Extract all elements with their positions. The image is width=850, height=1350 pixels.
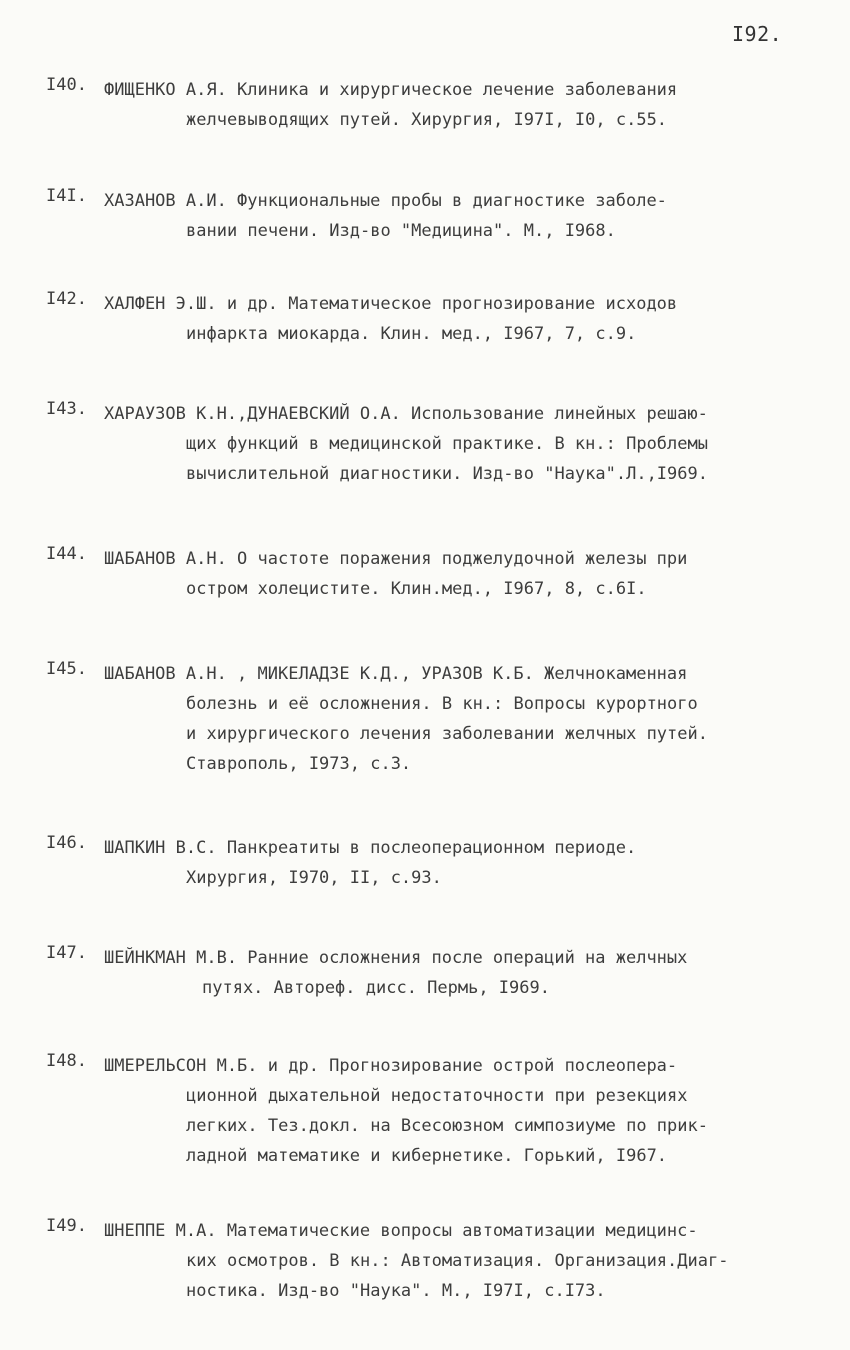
reference-entry bbox=[46, 1051, 806, 1171]
reference-entry bbox=[46, 1216, 806, 1306]
reference-first-line: ШМЕРЕЛЬСОН М.Б. и др. Прогнозирование острой послеопера- bbox=[104, 1056, 678, 1076]
reference-number: I46. bbox=[46, 833, 87, 853]
reference-number: I49. bbox=[46, 1216, 87, 1236]
reference-first-line: ХАЗАНОВ А.И. Функциональные пробы в диагностике заболе- bbox=[104, 191, 667, 211]
reference-number: I44. bbox=[46, 544, 87, 564]
reference-entry bbox=[46, 833, 806, 893]
page-number: I92. bbox=[732, 22, 783, 46]
reference-continuation-line: ладной математике и кибернетике. Горький, I967. bbox=[186, 1146, 668, 1166]
reference-entry bbox=[46, 544, 806, 604]
reference-number: I48. bbox=[46, 1051, 87, 1071]
reference-entry bbox=[46, 659, 806, 779]
reference-number: I4I. bbox=[46, 186, 87, 206]
reference-entry bbox=[46, 186, 806, 246]
reference-continuation-line: вании печени. Изд-во "Медицина". М., I968. bbox=[186, 221, 616, 241]
reference-entry bbox=[46, 75, 806, 135]
reference-continuation-line: болезнь и её осложнения. В кн.: Вопросы курортного bbox=[186, 694, 698, 714]
reference-continuation-line: ционной дыхательной недостаточности при резекциях bbox=[186, 1086, 688, 1106]
reference-number: I42. bbox=[46, 289, 87, 309]
reference-continuation-line: вычислительной диагностики. Изд-во "Наука".Л.,I969. bbox=[186, 464, 708, 484]
reference-first-line: ШНЕППЕ М.А. Математические вопросы автоматизации медицинс- bbox=[104, 1221, 698, 1241]
reference-continuation-line: желчевыводящих путей. Хирургия, I97I, I0, с.55. bbox=[186, 110, 668, 130]
reference-continuation-line: щих функций в медицинской практике. В кн.: Проблемы bbox=[186, 434, 708, 454]
reference-continuation-line: Ставрополь, I973, с.3. bbox=[186, 754, 412, 774]
reference-continuation-line: легких. Тез.докл. на Всесоюзном симпозиуме по прик- bbox=[186, 1116, 708, 1136]
reference-first-line: ХАЛФЕН Э.Ш. и др. Математическое прогнозирование исходов bbox=[104, 294, 678, 314]
reference-continuation-line: ностика. Изд-во "Наука". М., I97I, с.I73. bbox=[186, 1281, 606, 1301]
reference-continuation-line: остром холецистите. Клин.мед., I967, 8, с.6I. bbox=[186, 579, 647, 599]
reference-entry bbox=[46, 289, 806, 349]
reference-continuation-line: и хирургического лечения заболевании желчных путей. bbox=[186, 724, 708, 744]
reference-first-line: ШАПКИН В.С. Панкреатиты в послеоперационном периоде. bbox=[104, 838, 637, 858]
reference-first-line: ШАБАНОВ А.Н. , МИКЕЛАДЗЕ К.Д., УРАЗОВ К.Б. Желчнокаменная bbox=[104, 664, 688, 684]
reference-number: I40. bbox=[46, 75, 87, 95]
reference-first-line: ХАРАУЗОВ К.Н.,ДУНАЕВСКИЙ О.А. Использование линейных решаю- bbox=[104, 404, 708, 424]
reference-entry bbox=[46, 399, 806, 489]
reference-number: I47. bbox=[46, 943, 87, 963]
reference-entry bbox=[46, 943, 806, 1003]
reference-first-line: ФИЩЕНКО А.Я. Клиника и хирургическое лечение заболевания bbox=[104, 80, 678, 100]
reference-number: I43. bbox=[46, 399, 87, 419]
reference-list bbox=[46, 75, 806, 1306]
reference-continuation-line: путях. Автореф. дисс. Пермь, I969. bbox=[202, 978, 550, 998]
reference-first-line: ШЕЙНКМАН М.В. Ранние осложнения после операций на желчных bbox=[104, 948, 688, 968]
reference-continuation-line: ких осмотров. В кн.: Автоматизация. Организация.Диаг- bbox=[186, 1251, 729, 1271]
reference-continuation-line: инфаркта миокарда. Клин. мед., I967, 7, с.9. bbox=[186, 324, 637, 344]
reference-number: I45. bbox=[46, 659, 87, 679]
reference-first-line: ШАБАНОВ А.Н. О частоте поражения поджелудочной железы при bbox=[104, 549, 688, 569]
reference-continuation-line: Хирургия, I970, II, с.93. bbox=[186, 868, 442, 888]
